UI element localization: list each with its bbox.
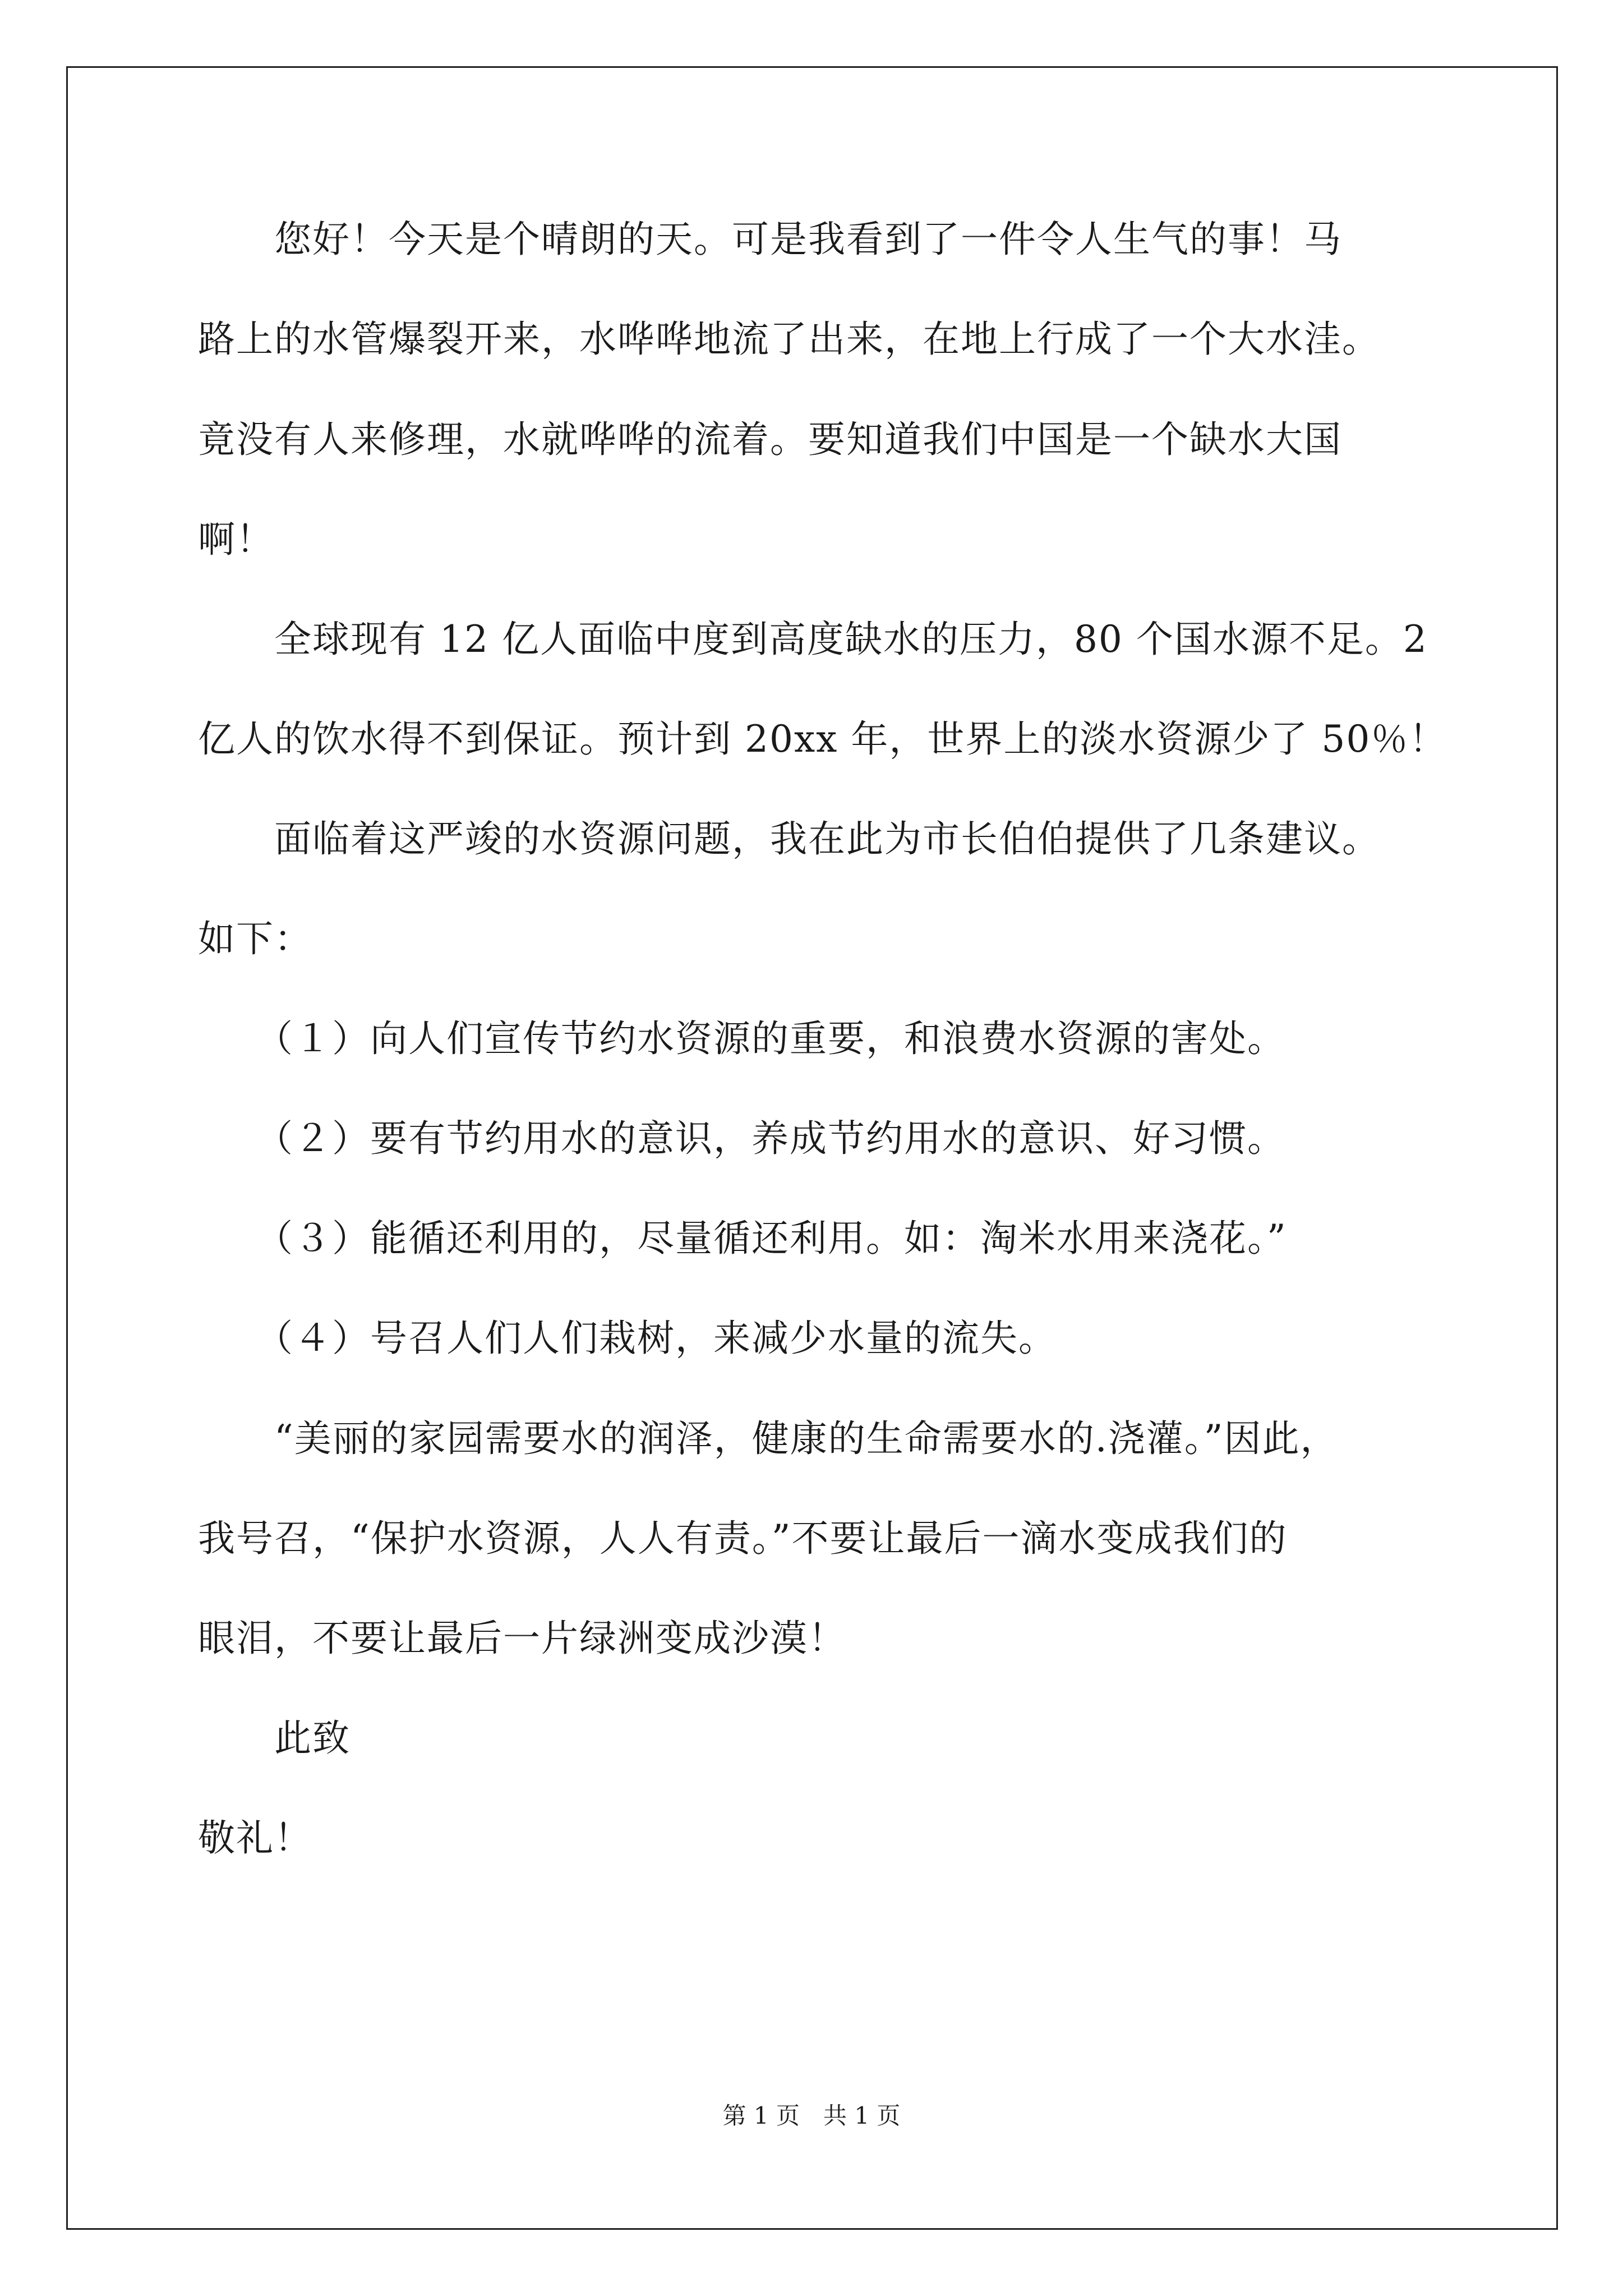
body-line: 您好！今天是个晴朗的天。可是我看到了一件令人生气的事！马 (198, 218, 1342, 261)
body-line: 路上的水管爆裂开来，水哗哗地流了出来，在地上行成了一个大水洼。 (198, 318, 1380, 361)
page-number: 第 1 页 共 1 页 (722, 2102, 901, 2129)
body-line: 我号召，“保护水资源，人人有责。”不要让最后一滴水变成我们的 (198, 1517, 1288, 1560)
closing-regards: 敬礼！ (198, 1816, 312, 1860)
body-line: （４）号召人们人们栽树，来减少水量的流失。 (198, 1317, 1057, 1360)
body-line: （３）能循还利用的，尽量循还利用。如：淘米水用来浇花。” (198, 1217, 1287, 1260)
body-line: 面临着这严竣的水资源问题，我在此为市长伯伯提供了几条建议。 (198, 817, 1380, 861)
body-line: 如下： (198, 917, 312, 960)
body-line: （１）向人们宣传节约水资源的重要，和浪费水资源的害处。 (198, 1017, 1285, 1060)
body-line: 竟没有人来修理，水就哗哗的流着。要知道我们中国是一个缺水大国 (198, 418, 1342, 461)
body-line: 全球现有 12 亿人面临中度到高度缺水的压力，80 个国水源不足。2 (198, 618, 1428, 661)
body-line: （２）要有节约用水的意识，养成节约用水的意识、好习惯。 (198, 1117, 1285, 1160)
body-line: “美丽的家园需要水的润泽，健康的生命需要水的.浇灌。”因此， (198, 1417, 1339, 1460)
body-line: 亿人的饮水得不到保证。预计到 20xx 年，世界上的淡水资源少了 50％！ (198, 717, 1447, 761)
body-line: 啊！ (198, 518, 274, 561)
closing-salutation: 此致 (198, 1717, 351, 1760)
body-line: 眼泪，不要让最后一片绿洲变成沙漠！ (198, 1617, 846, 1660)
